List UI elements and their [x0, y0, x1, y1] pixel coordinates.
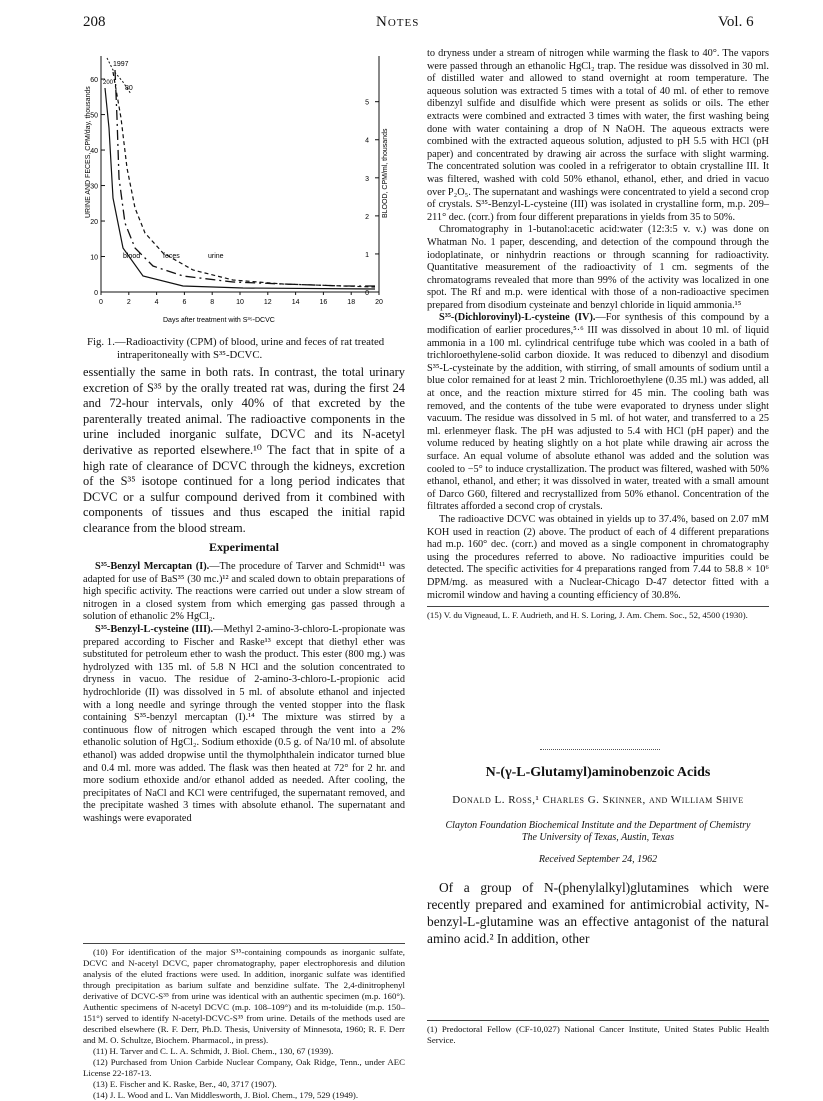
article-authors: Donald L. Ross,¹ Charles G. Skinner, and William Shive — [452, 794, 744, 806]
exp-paragraph-2 — [83, 624, 405, 826]
y-tick-left-label: 30 — [90, 183, 98, 191]
x-tick-label: 8 — [210, 299, 215, 306]
article-affiliation: Clayton Foundation Biochemical Institute and the Department of Chemistry The University of Texas, Austin, Texas — [445, 820, 751, 843]
x-ticks — [99, 292, 383, 306]
x-tick-label: 12 — [263, 299, 272, 306]
y-axis-label-left: URINE AND FECES, CPM/day, thousands — [85, 86, 92, 218]
abstract — [427, 879, 769, 947]
article-separator — [540, 749, 660, 750]
x-axis-label: Days after treatment with S³⁵-DCVC — [163, 317, 275, 324]
x-tick-label: 16 — [319, 299, 328, 306]
exp-paragraph-1 — [83, 561, 405, 624]
y-tick-right-label: 0 — [365, 290, 369, 297]
footnote-divider-right — [427, 606, 769, 607]
y-ticks-left — [90, 77, 105, 297]
urine-curve — [115, 70, 375, 286]
y-tick-left-label: 60 — [90, 77, 98, 85]
y-ticks-right — [365, 100, 379, 297]
y-axis-label-right: BLOOD, CPM/ml, thousands — [382, 128, 389, 218]
right-paragraph-1: to dryness under a stream of nitrogen while warming the flask to 40°. The vapors were passed through an ethanolic HgCl₂ trap. The residue was dissolved in 30 ml. of distilled water and allowed to stand overnight at room temperature. The aqueous solution was extracted 5 times with a total of 40 ml. of ether to remove dibenzyl sulfide and disulfide which were present as solids or oils. The ether extracts were combined and extracted 3 times with water, the first washing being done with water containing a drop of N NaOH. The aqueous extracts were combined with the extracted aqueous solution, adjusted to pH 5.5 with HCl (pH paper) and concentrated by drawing air across the surface with slight warming. The concentrated solution was cooled in a refrigerator to obtain crystalline III. It was filtered, washed with cold 50% ethanol, ethanol, ether, and dried in vacuo over P₂O₅. The supernatant and washings were concentrated to yield a second crop of crystals. S³⁵-Benzyl-L-cysteine (III) was isolated in crystalline form, m.p. 209–211° dec. (corr.) from four different preparations in yields from 35 to 50%. — [427, 48, 769, 223]
exp-p2-text: —Methyl 2-amino-3-chloro-L-propionate was prepared according to Fischer and Raske¹³ except that diethyl ether was substituted for petroleum ether to wash the product. This ester (800 mg.) was hydrolyzed with 135 ml. of 5.8 N HCl and the solution concentrated to dryness in vacuo. The residue of 2-amino-3-chloro-L-propionic acid hydrochloride (II) was dissolved in 5 ml. of absolute ethanol and injected with a long needle and syringe through the vented stopper into the flask containing S³⁵-benzyl mercaptan (I).¹⁴ The mixture was stirred by a continuous flow of nitrogen which escaped through the vent into a 2% ethanolic solution of HgCl₂. Sodium ethoxide (0.5 g. of Na/10 ml. of absolute ethanol) was added dropwise until the thymolphthalein indicator turned blue and 0.4 ml. more was added. The flask was then heated at 72° for 2 hr. and more sodium ethoxide and/or ethanol added as needed. After cooling, the precipitates of NaCl and KCl were centrifuged, the supernatant removed, and the precipitate washed 3 times with absolute ethanol. The supernatant and washings were evaporated — [83, 623, 405, 824]
x-tick-label: 18 — [347, 299, 356, 306]
footnote-divider-bottom-right — [427, 1020, 769, 1021]
page-number: 208 — [83, 14, 106, 30]
footnote-1-text: (1) Predoctoral Fellow (CF-10,027) National Cancer Institute, United States Public Health Service. — [427, 1024, 769, 1045]
page-header — [0, 14, 823, 34]
received-date: Received September 24, 1962 — [538, 854, 658, 865]
footnote-15: (15) V. du Vigneaud, L. F. Audrieth, and H. S. Loring, J. Am. Chem. Soc., 52, 4500 (1930). — [427, 610, 748, 621]
figure-1 — [83, 48, 405, 328]
figure-caption: Fig. 1.—Radioactivity (CPM) of blood, urine and feces of rat treated intraperitoneally with S³⁵-DCVC. — [87, 336, 385, 361]
x-tick-label: 0 — [99, 299, 103, 306]
abstract-text: Of a group of N-(phenylalkyl)glutamines which were recently prepared and examined for antimicrobial activity, N-benzyl-L-glutamine was an effective antagonist of the natural amino acid.² In addition, other — [427, 880, 769, 946]
y-tick-left-label: 10 — [90, 254, 98, 262]
footnote-left-2: (12) Purchased from Union Carbide Nuclear Company, Oak Ridge, Tenn., under AEC License 22-187-13. — [83, 1057, 405, 1078]
y-tick-right-label: 1 — [365, 251, 369, 259]
footnote-divider-left — [83, 943, 405, 944]
annotation-80: 80 — [125, 85, 133, 92]
footnote-left-0: (10) For identification of the major S³⁵-containing compounds as inorganic sulfate, DCVC and N-acetyl DCVC, paper chromatography, paper electrophoresis and dilution analysis of the eluted fractions were used. In addition, inorganic sulfate was identified through precipitation as barium sulfate and benzidine sulfate. The 2,4-dinitrophenyl derivative of DCVC-S³⁵ from urine was identical with an authentic specimen (m.p. 160°). Authentic specimens of N-acetyl DCVC (m.p. 108–109°) and its m-toluidide (m.p. 150–151°) served to identify N-acetyl-DCVC-S³⁵ from urine. Details of the methods used are described elsewhere (R. F. Derr, Ph.D. Thesis, University of Minnesota, 1960; R. F. Derr and M. O. Schultze, Biochem. Pharmacol., in press). — [83, 947, 405, 1045]
exp-p1-title: S³⁵-Benzyl Mercaptan (I). — [95, 561, 210, 572]
y-tick-right-label: 3 — [365, 175, 369, 183]
right-paragraph-4: The radioactive DCVC was obtained in yields up to 37.4%, based on 2.07 mM KOH used in reaction (2) above. The product of each of 4 different preparations had m.p. 160° dec. (corr.) and moved as a single component in chromatography using the procedures referred to above. No radioactive impurities could be detected. The specific activities for 4 preparations ranged from 7.44 to 58.8 × 10⁶ DPM/mg. as measured with a Nuclear-Chicago D-47 detector fitted with a micromil window and having a counting efficiency of 30.8%. — [427, 513, 769, 601]
footnote-1 — [427, 1024, 769, 1046]
y-tick-right-label: 2 — [365, 213, 369, 221]
x-tick-label: 14 — [291, 299, 300, 306]
body-text: essentially the same in both rats. In contrast, the total urinary excretion of S³⁵ by the orally treated rat was, during the first 24 and 72-hour intervals, only 40% of that excreted by the parenterally treated animal. The radioactive components in the urine included inorganic sulfate, DCVC and its N-acetyl derivative as reported elsewhere.¹⁰ The fact that in spite of a high rate of clearance of DCVC through the kidneys, excretion of the S³⁵ isotope continued for a long period indicates that DCVC or a sulfur compound derived from it combined with components of tissues and thus escaped the initial rapid clearance from the blood stream. — [83, 365, 405, 535]
legend-blood: blood — [123, 253, 141, 260]
annotation-1997: 1997 — [113, 61, 129, 68]
x-tick-label: 20 — [375, 299, 383, 306]
experimental-heading: Experimental — [209, 540, 279, 554]
x-tick-label: 6 — [182, 299, 187, 306]
article-title: N-(γ-L-Glutamyl)aminobenzoic Acids — [485, 765, 711, 780]
x-tick-label: 2 — [126, 299, 131, 306]
x-tick-label: 10 — [236, 299, 244, 306]
x-tick-label: 4 — [154, 299, 159, 306]
radioactivity-chart — [83, 48, 405, 328]
y-tick-left-label: 0 — [94, 290, 98, 297]
footnote-left-4: (14) J. L. Wood and L. Van Middlesworth, J. Biol. Chem., 179, 529 (1949). — [93, 1090, 359, 1100]
y-tick-right-label: 5 — [365, 99, 369, 107]
right-p3-title: S³⁵-(Dichlorovinyl)-L-cysteine (IV). — [439, 312, 596, 324]
footnotes-left — [83, 947, 405, 1101]
annotation-200: 200 — [103, 80, 114, 86]
left-paragraph-1 — [83, 365, 405, 537]
volume: Vol. 6 — [718, 14, 754, 30]
footnote-left-3: (13) E. Fischer and K. Raske, Ber., 40, 3717 (1907). — [93, 1079, 277, 1089]
exp-p2-title: S³⁵-Benzyl-L-cysteine (III). — [95, 623, 214, 635]
legend-urine: urine — [208, 253, 224, 260]
experimental-section — [83, 561, 405, 825]
right-paragraph-3 — [427, 312, 769, 514]
right-paragraph-2: Chromatography in 1-butanol:acetic acid:water (12:3:5 v. v.) was done on Whatman No. 1 paper, descending, and detection of the compound through the iodoplatinate, or ninhydrin reactions or through scanning for radioactivity. Quantitative measurement of the radioactivity of 1 cm. segments of the chromatograms revealed that more than 99% of the activity was localized in one spot. The Rf and m.p. were identical with those of a non-radioactive specimen prepared from disodium cysteinate and benzyl chloride in liquid ammonia.¹⁵ — [427, 224, 769, 311]
journal-section: Notes — [376, 14, 420, 30]
y-tick-right-label: 4 — [365, 137, 369, 145]
y-tick-left-label: 40 — [90, 148, 98, 156]
right-column-body — [427, 48, 769, 621]
exp-p1-text: —The procedure of Tarver and Schmidt¹¹ was adapted for use of BaS³⁵ (30 mc.)¹² and scaled down to obtain preparations of high specific activity. The reactions were carried out under a slow stream of nitrogen in a closed system from which emerging gas passed through a solution of ethanolic 2% HgCl₂. — [83, 561, 405, 623]
y-tick-left-label: 20 — [90, 219, 98, 227]
feces-curve — [113, 72, 375, 287]
y-tick-left-label: 50 — [90, 112, 98, 120]
legend-feces: feces — [163, 253, 180, 260]
footnote-left-1: (11) H. Tarver and C. L. A. Schmidt, J. Biol. Chem., 130, 67 (1939). — [93, 1046, 334, 1056]
right-p3-text: —For synthesis of this compound by a modification of earlier procedures,⁵·⁶ III was dissolved in about 10 ml. of liquid ammonia in a 100 ml. cylindrical centrifuge tube which was cooled in a bath of trichloroethylene-solid carbon dioxide. It was reduced to dibenzyl and disodium S³⁵-L-cysteinate by the addition, with stirring, of small amounts of sodium until a blue color remained for at least 2 min. Trichloroethylene (0.35 ml.) was added, all at once, and the reaction mixture stirred for 45 min. The cooling bath was removed, and the contents of the tube were evaporated to dryness under slight vacuum. The residue was dissolved in 5 ml. of hot water, and transferred to a 25 ml. erlenmeyer flask. The pH was adjusted to 5.4 with HCl (pH paper) and the volume reduced by heating slightly on a hot plate while drawing air across the surface. An equal volume of absolute ethanol was added and the solution was cooled to −5° to induce crystallization. The product was filtered, washed with 50% ethanol, ethanol, and ether; it was dissolved in water, treated with a small amount of Darco G60, filtered and recrystallized from 50% ethanol. Concentration of the filtrates afforded a second crop of crystals. — [427, 312, 769, 513]
